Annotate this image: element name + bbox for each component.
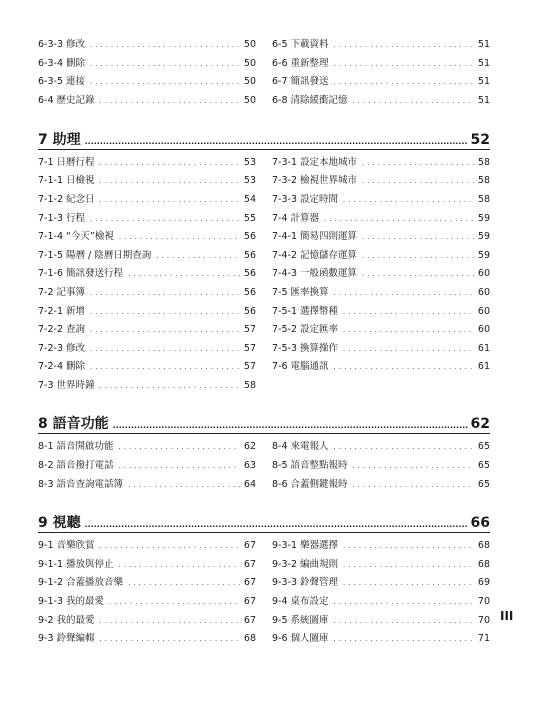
toc-entry[interactable] xyxy=(272,305,490,324)
toc-entry-title: 7-2-4 刪除 xyxy=(38,361,86,373)
toc-entry[interactable] xyxy=(38,614,256,633)
dot-leader xyxy=(362,249,474,263)
toc-entry[interactable] xyxy=(38,379,256,398)
toc-entry-title: 7-4-3 一般函數運算 xyxy=(272,268,358,280)
dot-leader xyxy=(362,267,474,281)
toc-entry-title: 9-3-2 編曲規則 xyxy=(272,558,339,570)
toc-entry[interactable] xyxy=(272,193,490,212)
toc-entry-page: 55 xyxy=(243,212,256,224)
dot-leader xyxy=(100,193,240,207)
toc-entry-page: 67 xyxy=(243,614,256,626)
dot-leader xyxy=(334,614,474,628)
toc-entry-page: 61 xyxy=(477,342,490,354)
toc-entry-page: 56 xyxy=(243,231,256,243)
toc-entry-page: 62 xyxy=(243,441,256,453)
toc-entry-title: 7-2-1 新增 xyxy=(38,305,86,317)
dot-leader xyxy=(90,57,240,71)
toc-column-right xyxy=(272,156,490,398)
toc-entry-page: 57 xyxy=(243,361,256,373)
toc-entry-page: 60 xyxy=(477,286,490,298)
toc-entry-title: 7-6 電腦通訊 xyxy=(272,361,329,373)
toc-entry-page: 53 xyxy=(243,175,256,187)
dot-leader xyxy=(353,459,474,473)
dot-leader xyxy=(343,342,474,356)
toc-entry-title: 7-1-5 陽曆 / 陰曆日期查詢 xyxy=(38,249,152,261)
toc-entry[interactable] xyxy=(38,249,256,268)
toc-entry[interactable] xyxy=(272,558,490,577)
toc-entry-page: 56 xyxy=(243,268,256,280)
dot-leader xyxy=(343,305,474,319)
toc-column-left xyxy=(38,539,256,651)
toc-entry[interactable] xyxy=(272,614,490,633)
dot-leader xyxy=(119,459,240,473)
toc-entry-title: 9-5 系統圖庫 xyxy=(272,614,329,626)
toc-entry-title: 7-5-2 設定匯率 xyxy=(272,324,339,336)
toc-entry[interactable] xyxy=(38,94,256,113)
toc-entry-title: 6-3-5 連接 xyxy=(38,76,86,88)
toc-entry-page: 56 xyxy=(243,249,256,261)
toc-column-right xyxy=(272,539,490,651)
toc-entry-title: 7-5 匯率換算 xyxy=(272,286,329,298)
toc-entry[interactable] xyxy=(272,459,490,478)
toc-entry-title: 8-6 合蓋側鍵報時 xyxy=(272,478,348,490)
dot-leader xyxy=(334,440,474,454)
dot-leader xyxy=(100,379,240,393)
toc-entry-title: 7-1-2 紀念日 xyxy=(38,193,95,205)
toc-entry-page: 50 xyxy=(243,39,256,50)
page-number: III xyxy=(500,609,514,623)
toc-entry-title: 9-2 我的最愛 xyxy=(38,614,95,626)
dot-leader xyxy=(90,360,240,374)
toc-entry[interactable] xyxy=(272,478,490,497)
toc-column-left xyxy=(38,38,256,113)
toc-entry-page: 58 xyxy=(477,175,490,187)
dot-leader xyxy=(343,539,474,553)
toc-entry-title: 7-1-4 “今天”檢視 xyxy=(38,231,114,243)
toc-entry-title: 7-4 計算器 xyxy=(272,212,320,224)
dot-leader xyxy=(343,193,474,207)
toc-entry-title: 7-1 日曆行程 xyxy=(38,156,95,168)
toc-entry-page: 58 xyxy=(477,156,490,168)
toc-entry[interactable] xyxy=(38,440,256,459)
toc-entry-page: 67 xyxy=(243,540,256,552)
toc-entry-page: 65 xyxy=(477,441,490,453)
toc-entry[interactable] xyxy=(272,632,490,651)
dot-leader xyxy=(334,75,474,89)
toc-entry-page: 56 xyxy=(243,305,256,317)
toc-entry[interactable] xyxy=(272,539,490,558)
dot-leader xyxy=(100,539,240,553)
dot-leader xyxy=(100,94,240,108)
dot-leader xyxy=(100,614,240,628)
toc-entry-page: 50 xyxy=(243,57,256,69)
toc-entry-title: 7-2-2 查詢 xyxy=(38,324,86,336)
toc-entry-title: 7-1-6 簡訊發送行程 xyxy=(38,268,124,280)
toc-entry-title: 6-3-3 修改 xyxy=(38,39,86,50)
dot-leader xyxy=(128,267,240,281)
toc-entry[interactable] xyxy=(38,558,256,577)
toc-entry[interactable] xyxy=(38,459,256,478)
dot-leader xyxy=(343,323,474,337)
toc-entry[interactable] xyxy=(38,478,256,497)
toc-entry-title: 7-3 世界時鐘 xyxy=(38,379,95,391)
toc-entry-page: 57 xyxy=(243,324,256,336)
toc-entry-page: 67 xyxy=(243,558,256,570)
dot-leader xyxy=(334,360,474,374)
toc-entry[interactable] xyxy=(38,286,256,305)
toc-entry-page: 56 xyxy=(243,286,256,298)
dot-leader xyxy=(119,440,240,454)
chapter-title: 8 語音功能 xyxy=(38,416,109,433)
toc-entry[interactable] xyxy=(272,230,490,249)
chapter-page: 66 xyxy=(470,515,490,532)
toc-entry-page: 57 xyxy=(243,342,256,354)
toc-entry-title: 9-1-1 播放與停止 xyxy=(38,558,114,570)
toc-entry-page: 63 xyxy=(243,460,256,472)
dot-leader xyxy=(362,174,474,188)
dot-leader xyxy=(334,57,474,71)
dot-leader xyxy=(128,576,240,590)
toc-entry[interactable] xyxy=(272,156,490,175)
toc-entry[interactable] xyxy=(272,360,490,379)
toc-entry-page: 58 xyxy=(477,193,490,205)
dot-leader xyxy=(362,230,474,244)
dot-leader xyxy=(90,342,240,356)
dot-leader xyxy=(90,38,240,52)
toc-entry[interactable] xyxy=(272,342,490,361)
dot-leader xyxy=(119,230,240,244)
toc-entry[interactable] xyxy=(38,75,256,94)
toc-entry[interactable] xyxy=(272,323,490,342)
toc-entry[interactable] xyxy=(38,360,256,379)
dot-leader xyxy=(113,421,468,430)
toc-column-left xyxy=(38,440,256,496)
toc-entry-title: 7-3-2 檢視世界城市 xyxy=(272,175,358,187)
toc-entry[interactable] xyxy=(38,595,256,614)
dot-leader xyxy=(119,558,240,572)
toc-column-right xyxy=(272,38,490,113)
toc-entry-page: 51 xyxy=(477,76,490,88)
dot-leader xyxy=(90,286,240,300)
toc-entry-page: 64 xyxy=(243,478,256,490)
chapter-9 xyxy=(38,512,490,651)
toc-entry[interactable] xyxy=(272,595,490,614)
chapter-8 xyxy=(38,413,490,496)
toc-entry-title: 9-1 音樂欣賞 xyxy=(38,540,95,552)
toc-entry-page: 67 xyxy=(243,596,256,608)
toc-entry-title: 9-1-2 合蓋播放音樂 xyxy=(38,577,124,589)
dot-leader xyxy=(128,478,240,492)
toc-entry[interactable] xyxy=(38,267,256,286)
toc-entry[interactable] xyxy=(272,249,490,268)
toc-entry-title: 9-4 桌布設定 xyxy=(272,596,329,608)
toc-column-left xyxy=(38,156,256,398)
toc-entry-title: 8-3 語音查詢電話簿 xyxy=(38,478,124,490)
toc-entry-page: 71 xyxy=(477,633,490,645)
toc-entry-title: 9-1-3 我的最愛 xyxy=(38,596,105,608)
toc-entry[interactable] xyxy=(38,230,256,249)
toc-entry-title: 7-5-3 換算操作 xyxy=(272,342,339,354)
toc-entry-page: 50 xyxy=(243,95,256,107)
toc-entry-page: 53 xyxy=(243,156,256,168)
toc-entry[interactable] xyxy=(38,193,256,212)
toc-entry[interactable] xyxy=(272,286,490,305)
chapter-heading[interactable] xyxy=(38,413,490,434)
toc-entry-page: 60 xyxy=(477,324,490,336)
toc-entry-title: 9-3-1 樂器選擇 xyxy=(272,540,339,552)
toc-entry-page: 65 xyxy=(477,460,490,472)
toc-entry-page: 68 xyxy=(477,558,490,570)
toc-column-right xyxy=(272,440,490,496)
toc-entry[interactable] xyxy=(38,539,256,558)
dot-leader xyxy=(100,632,240,646)
dot-leader xyxy=(334,38,474,52)
dot-leader xyxy=(353,478,474,492)
toc-entry-page: 60 xyxy=(477,268,490,280)
toc-entry-page: 51 xyxy=(477,39,490,50)
chapter-7 xyxy=(38,129,490,398)
dot-leader xyxy=(362,156,474,170)
toc-entry[interactable] xyxy=(272,440,490,459)
dot-leader xyxy=(100,156,240,170)
toc-entry[interactable] xyxy=(272,174,490,193)
chapter-heading[interactable] xyxy=(38,512,490,533)
chapter-page: 52 xyxy=(470,131,490,148)
toc-entry-title: 7-4-2 記憶儲存運算 xyxy=(272,249,358,261)
toc-entry[interactable] xyxy=(38,576,256,595)
toc-entry-page: 65 xyxy=(477,478,490,490)
toc-entry-title: 8-4 來電報人 xyxy=(272,441,329,453)
toc-entry[interactable] xyxy=(38,323,256,342)
toc-entry-page: 59 xyxy=(477,231,490,243)
dot-leader xyxy=(334,595,474,609)
toc-entry-page: 50 xyxy=(243,76,256,88)
toc-entry-page: 67 xyxy=(243,577,256,589)
toc-entry[interactable] xyxy=(38,57,256,76)
dot-leader xyxy=(343,558,474,572)
toc-entry-title: 6-6 重新整理 xyxy=(272,57,329,69)
toc-entry-title: 7-5-1 選擇幣種 xyxy=(272,305,339,317)
toc-entry-title: 6-3-4 刪除 xyxy=(38,57,86,69)
toc-entry-title: 7-1-3 行程 xyxy=(38,212,86,224)
toc-entry-page: 51 xyxy=(477,95,490,107)
toc-entry-page: 61 xyxy=(477,361,490,373)
toc-entry-title: 6-4 歷史記錄 xyxy=(38,95,95,107)
toc-entry-title: 8-5 語音整點報時 xyxy=(272,460,348,472)
toc-entry-title: 6-5 下載資料 xyxy=(272,39,329,50)
toc-entry-title: 6-8 清除緩衝記憶 xyxy=(272,95,348,107)
dot-leader xyxy=(100,174,240,188)
table-of-contents xyxy=(38,38,490,651)
toc-entry-page: 58 xyxy=(243,379,256,391)
dot-leader xyxy=(343,576,474,590)
dot-leader xyxy=(85,137,468,146)
toc-entry-page: 51 xyxy=(477,57,490,69)
toc-entry-page: 60 xyxy=(477,305,490,317)
toc-entry-title: 8-1 語音開啟功能 xyxy=(38,441,114,453)
toc-entry-title: 9-3-3 鈴聲管理 xyxy=(272,577,339,589)
toc-entry-title: 7-3-3 設定時間 xyxy=(272,193,339,205)
toc-entry[interactable] xyxy=(38,174,256,193)
chapter-page: 62 xyxy=(470,416,490,433)
toc-entry-title: 9-6 個人圖庫 xyxy=(272,633,329,645)
chapter-title: 9 視聽 xyxy=(38,515,81,532)
toc-entry[interactable] xyxy=(38,305,256,324)
toc-entry-title: 6-7 簡訊發送 xyxy=(272,76,329,88)
dot-leader xyxy=(90,75,240,89)
toc-entry-title: 7-1-1 日檢視 xyxy=(38,175,95,187)
toc-entry-page: 69 xyxy=(477,577,490,589)
chapter-heading[interactable] xyxy=(38,129,490,150)
toc-entry-title: 7-2 記事簿 xyxy=(38,286,86,298)
dot-leader xyxy=(109,595,240,609)
dot-leader xyxy=(334,286,474,300)
toc-entry[interactable] xyxy=(38,156,256,175)
dot-leader xyxy=(90,305,240,319)
toc-entry-page: 68 xyxy=(243,633,256,645)
dot-leader xyxy=(353,94,474,108)
toc-entry[interactable] xyxy=(272,212,490,231)
toc-entry[interactable] xyxy=(272,267,490,286)
toc-entry-page: 68 xyxy=(477,540,490,552)
dot-leader xyxy=(324,212,474,226)
toc-entry-page: 54 xyxy=(243,193,256,205)
toc-entry[interactable] xyxy=(38,632,256,651)
toc-entry[interactable] xyxy=(272,57,490,76)
toc-entry-title: 7-3-1 設定本地城市 xyxy=(272,156,358,168)
dot-leader xyxy=(90,323,240,337)
toc-entry-title: 7-4-1 簡易四則運算 xyxy=(272,231,358,243)
dot-leader xyxy=(85,520,468,529)
toc-entry-page: 59 xyxy=(477,212,490,224)
toc-entry-page: 70 xyxy=(477,614,490,626)
toc-entry-title: 8-2 語音撥打電話 xyxy=(38,460,114,472)
toc-entry[interactable] xyxy=(272,38,490,57)
toc-entry[interactable] xyxy=(38,342,256,361)
toc-entry[interactable] xyxy=(272,94,490,113)
toc-entry-page: 70 xyxy=(477,596,490,608)
toc-entry[interactable] xyxy=(272,75,490,94)
toc-entry[interactable] xyxy=(38,212,256,231)
section-6-continued xyxy=(38,38,490,113)
dot-leader xyxy=(90,212,240,226)
dot-leader xyxy=(156,249,240,263)
toc-entry[interactable] xyxy=(272,576,490,595)
toc-entry-title: 9-3 鈴聲編輯 xyxy=(38,633,95,645)
toc-entry[interactable] xyxy=(38,38,256,57)
toc-entry-page: 59 xyxy=(477,249,490,261)
toc-entry-title: 7-2-3 修改 xyxy=(38,342,86,354)
chapter-title: 7 助理 xyxy=(38,131,81,148)
dot-leader xyxy=(334,632,474,646)
